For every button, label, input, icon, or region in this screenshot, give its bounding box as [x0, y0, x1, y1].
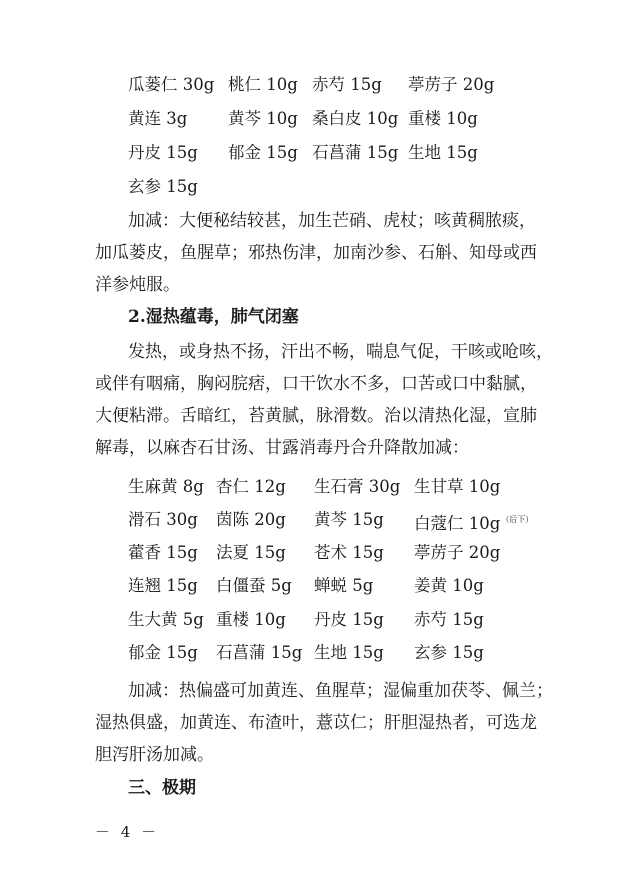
paragraph-text: 解毒，以麻杏石甘汤、甘露消毒丹合升降散加减：: [95, 438, 469, 458]
paragraph-line: [0, 401, 635, 431]
herb-item: 丹皮 15g: [314, 610, 384, 629]
paragraph-line: [0, 337, 635, 367]
paragraph-line: [0, 433, 635, 463]
herb-item: 黄芩 15g: [314, 510, 384, 529]
herb-item: 葶苈子 20g: [408, 75, 495, 94]
paragraph-text: 或伴有咽痛，胸闷脘痞，口干饮水不多，口苦或口中黏腻，: [95, 374, 537, 394]
herb-item: 苍术 15g: [314, 543, 384, 562]
paragraph-line: [0, 676, 635, 706]
herb-note: （后下）: [501, 515, 534, 524]
herb-row: [0, 505, 635, 535]
herb-row: [0, 538, 635, 568]
herb-row: [0, 472, 635, 502]
herb-item: 玄参 15g: [128, 177, 198, 196]
herb-item: 生麻黄 8g: [128, 477, 204, 496]
paragraph-text: 湿热俱盛，加黄连、布渣叶，薏苡仁；肝胆湿热者，可选龙: [95, 713, 537, 733]
herb-item: 藿香 15g: [128, 543, 198, 562]
herb-item: 重楼 10g: [408, 109, 478, 128]
herb-item: 瓜蒌仁 30g: [128, 75, 215, 94]
herb-row: [0, 571, 635, 601]
herb-item: 桃仁 10g: [228, 75, 298, 94]
herb-row: [0, 605, 635, 635]
paragraph-line: [0, 740, 635, 770]
herb-item: 赤芍 15g: [312, 75, 382, 94]
herb-item: 郁金 15g: [128, 643, 198, 662]
herb-item: 姜黄 10g: [414, 576, 484, 595]
paragraph-line: [0, 708, 635, 738]
section-heading: [0, 302, 635, 332]
herb-item: 黄芩 10g: [228, 109, 298, 128]
herb-item: 黄连 3g: [128, 109, 188, 128]
section-heading-text: 2.湿热蕴毒，肺气闭塞: [128, 307, 299, 327]
herb-row: [0, 172, 635, 202]
herb-item: 丹皮 15g: [128, 143, 198, 162]
paragraph-text: 大便粘滞。舌暗红，苔黄腻，脉滑数。治以清热化湿，宣肺: [95, 406, 537, 426]
herb-item: 郁金 15g: [228, 143, 298, 162]
herb-item: [414, 505, 533, 539]
herb-item: 石菖蒲 15g: [216, 643, 303, 662]
herb-item: 生甘草 10g: [414, 477, 501, 496]
paragraph-text: 加减：大便秘结较甚，加生芒硝、虎杖；咳黄稠脓痰，: [128, 211, 536, 231]
herb-item: 生地 15g: [408, 143, 478, 162]
paragraph-line: [0, 238, 635, 268]
herb-item: 生地 15g: [314, 643, 384, 662]
paragraph-text: 加瓜蒌皮，鱼腥草；邪热伤津，加南沙参、石斛、知母或西: [95, 243, 537, 263]
herb-item: 石菖蒲 15g: [312, 143, 399, 162]
herb-item: 滑石 30g: [128, 510, 198, 529]
page-number: － 4 －: [95, 823, 160, 841]
herb-item: 生大黄 5g: [128, 610, 204, 629]
herb-row: [0, 638, 635, 668]
paragraph-text: 加减：热偏盛可加黄连、鱼腥草；湿偏重加茯苓、佩兰；: [128, 681, 553, 701]
herb-item: 白僵蚕 5g: [216, 576, 292, 595]
herb-item: 玄参 15g: [414, 643, 484, 662]
paragraph-text: 发热，或身热不扬，汗出不畅，喘息气促，干咳或呛咳，: [128, 342, 553, 362]
herb-item: 法夏 15g: [216, 543, 286, 562]
herb-item: 生石膏 30g: [314, 477, 401, 496]
paragraph-line: [0, 206, 635, 236]
herb-item: 赤芍 15g: [414, 610, 484, 629]
herb-item: 连翘 15g: [128, 576, 198, 595]
herb-item: 茵陈 20g: [216, 510, 286, 529]
herb-item: 蝉蜕 5g: [314, 576, 374, 595]
section-heading: [0, 773, 635, 803]
herb-row: [0, 104, 635, 134]
herb-item: 桑白皮 10g: [312, 109, 399, 128]
paragraph-text: 洋参炖服。: [95, 275, 180, 295]
herb-item: 杏仁 12g: [216, 477, 286, 496]
paragraph-text: 胆泻肝汤加减。: [95, 745, 214, 765]
herb-row: [0, 70, 635, 100]
herb-row: [0, 138, 635, 168]
herb-item: 葶苈子 20g: [414, 543, 501, 562]
paragraph-line: [0, 369, 635, 399]
section-heading-text: 三、极期: [128, 778, 196, 798]
herb-item-text: 白蔻仁 10g: [414, 514, 501, 533]
herb-item: 重楼 10g: [216, 610, 286, 629]
paragraph-line: [0, 270, 635, 300]
